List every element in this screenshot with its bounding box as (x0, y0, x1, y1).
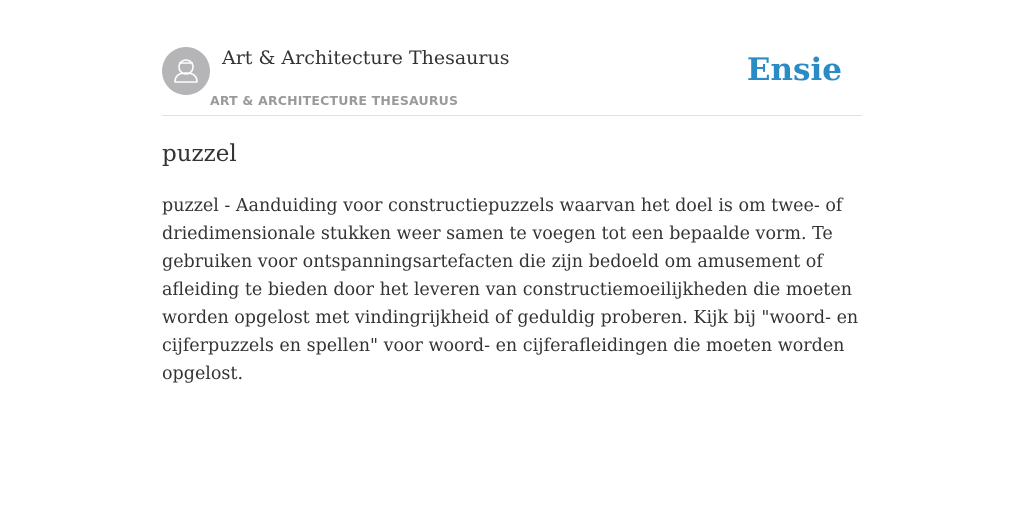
entry-term: puzzel (162, 141, 237, 167)
source-subtitle: ART & ARCHITECTURE THESAURUS (210, 93, 459, 108)
user-avatar-icon[interactable] (162, 47, 210, 95)
source-title[interactable]: Art & Architecture Thesaurus (222, 47, 510, 69)
entry-header (162, 0, 862, 116)
ensie-logo[interactable]: Ensie (746, 52, 842, 88)
entry-definition: puzzel - Aanduiding voor constructiepuzzels waarvan het doel is om twee- of driedimensionale stukken weer samen te voegen tot een bepaalde vorm. Te gebruiken voor ontspanningsartefacten die zijn bedoeld om amusement of afleiding te bieden door het leveren van constructiemoeilijkheden die moeten worden opgelost met vindingrijkheid of geduldig proberen. Kijk bij "woord- en cijferpuzzels en spellen" voor woord- en cijferafleidingen die moeten worden opgelost. (162, 196, 859, 384)
